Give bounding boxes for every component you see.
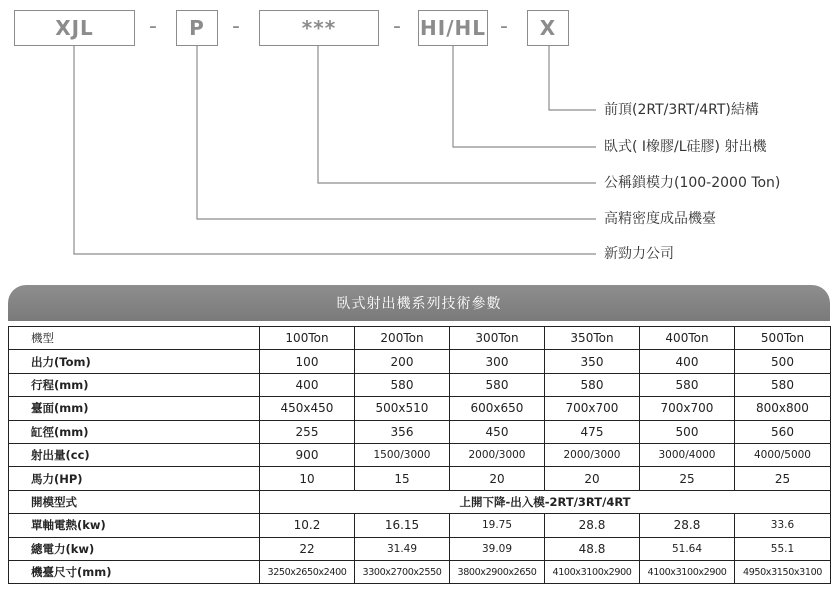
leader-line-series	[74, 46, 596, 254]
table-cell: 20	[450, 467, 545, 490]
table-cell: 450x450	[260, 397, 355, 420]
code-separator: -	[232, 14, 240, 39]
table-header-cell: 機型	[9, 327, 260, 350]
table-row	[9, 490, 831, 513]
table-cell: 55.1	[735, 537, 831, 560]
table-cell: 10.2	[260, 514, 355, 537]
table-row	[9, 397, 831, 420]
row-label: 單軸電熱(kw)	[9, 514, 260, 537]
table-cell: 3000/4000	[640, 443, 735, 466]
table-cell: 28.8	[545, 514, 640, 537]
legend-structure: 前頂(2RT/3RT/4RT)結構	[604, 102, 759, 118]
code-segment-series: XJL	[14, 10, 135, 46]
table-cell: 400	[640, 350, 735, 373]
table-header-cell: 100Ton	[260, 327, 355, 350]
table-cell-merged: 上開下降-出入模-2RT/3RT/4RT	[260, 490, 831, 513]
table-cell: 20	[545, 467, 640, 490]
table-cell: 10	[260, 467, 355, 490]
table-row	[9, 350, 831, 373]
row-label: 馬力(HP)	[9, 467, 260, 490]
table-cell: 25	[640, 467, 735, 490]
table-cell: 22	[260, 537, 355, 560]
code-segment-structure: X	[527, 10, 569, 46]
table-cell: 3250x2650x2400	[260, 560, 355, 583]
table-cell: 3300x2700x2550	[355, 560, 450, 583]
table-row	[9, 443, 831, 466]
table-cell: 580	[450, 373, 545, 396]
table-cell: 350	[545, 350, 640, 373]
table-row	[9, 514, 831, 537]
table-cell: 500x510	[355, 397, 450, 420]
legend-type: 臥式( I橡膠/L硅膠) 射出機	[604, 139, 767, 155]
table-cell: 900	[260, 443, 355, 466]
table-cell: 1500/3000	[355, 443, 450, 466]
table-cell: 500	[640, 420, 735, 443]
table-cell: 356	[355, 420, 450, 443]
table-cell: 255	[260, 420, 355, 443]
table-cell: 51.64	[640, 537, 735, 560]
table-row	[9, 537, 831, 560]
table-cell: 800x800	[735, 397, 831, 420]
table-header-cell: 400Ton	[640, 327, 735, 350]
table-cell: 3800x2900x2650	[450, 560, 545, 583]
table-cell: 33.6	[735, 514, 831, 537]
code-separator: -	[149, 14, 157, 39]
table-cell: 580	[735, 373, 831, 396]
table-cell: 4950x3150x3100	[735, 560, 831, 583]
spec-table	[8, 326, 831, 584]
table-cell: 16.15	[355, 514, 450, 537]
table-cell: 2000/3000	[545, 443, 640, 466]
code-segment-type: HI/HL	[418, 10, 488, 46]
row-label: 機臺尺寸(mm)	[9, 560, 260, 583]
row-label: 射出量(cc)	[9, 443, 260, 466]
legend-precision: 高精密度成品機臺	[604, 211, 716, 227]
table-cell: 580	[545, 373, 640, 396]
leader-line-structure	[549, 46, 596, 110]
table-cell: 580	[640, 373, 735, 396]
legend-company: 新勁力公司	[604, 246, 674, 262]
table-cell: 19.75	[450, 514, 545, 537]
row-label: 開模型式	[9, 490, 260, 513]
table-cell: 560	[735, 420, 831, 443]
leader-line-tonnage	[318, 46, 596, 183]
table-row	[9, 373, 831, 396]
table-header-cell: 300Ton	[450, 327, 545, 350]
row-label: 缸徑(mm)	[9, 420, 260, 443]
table-cell: 4100x3100x2900	[640, 560, 735, 583]
table-cell: 15	[355, 467, 450, 490]
table-row	[9, 467, 831, 490]
table-row	[9, 560, 831, 583]
table-header-row	[9, 327, 831, 350]
spec-table-title: 臥式射出機系列技術參數	[8, 285, 830, 321]
row-label: 總電力(kw)	[9, 537, 260, 560]
table-cell: 300	[450, 350, 545, 373]
table-cell: 475	[545, 420, 640, 443]
table-cell: 200	[355, 350, 450, 373]
table-cell: 700x700	[640, 397, 735, 420]
table-cell: 580	[355, 373, 450, 396]
table-cell: 25	[735, 467, 831, 490]
table-cell: 600x650	[450, 397, 545, 420]
code-segment-tonnage: ***	[259, 10, 379, 46]
table-cell: 500	[735, 350, 831, 373]
table-cell: 450	[450, 420, 545, 443]
code-segment-precision: P	[176, 10, 218, 46]
row-label: 行程(mm)	[9, 373, 260, 396]
table-row	[9, 420, 831, 443]
table-cell: 100	[260, 350, 355, 373]
table-cell: 39.09	[450, 537, 545, 560]
row-label: 出力(Tom)	[9, 350, 260, 373]
table-cell: 700x700	[545, 397, 640, 420]
table-cell: 400	[260, 373, 355, 396]
table-header-cell: 500Ton	[735, 327, 831, 350]
table-cell: 4000/5000	[735, 443, 831, 466]
table-cell: 48.8	[545, 537, 640, 560]
table-cell: 28.8	[640, 514, 735, 537]
leader-line-precision	[197, 46, 596, 219]
code-separator: -	[393, 14, 401, 39]
leader-line-type	[453, 46, 596, 147]
code-separator: -	[500, 14, 508, 39]
table-header-cell: 350Ton	[545, 327, 640, 350]
table-cell: 2000/3000	[450, 443, 545, 466]
legend-tonnage: 公稱鎖模力(100-2000 Ton)	[604, 175, 781, 191]
table-header-cell: 200Ton	[355, 327, 450, 350]
table-cell: 31.49	[355, 537, 450, 560]
row-label: 臺面(mm)	[9, 397, 260, 420]
table-cell: 4100x3100x2900	[545, 560, 640, 583]
